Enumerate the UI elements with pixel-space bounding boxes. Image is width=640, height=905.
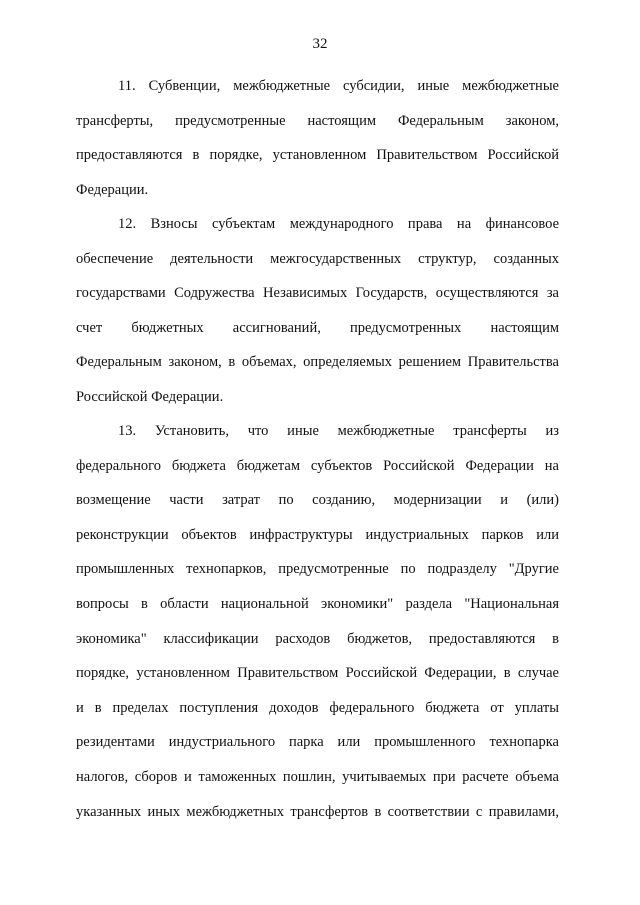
page-number: 32	[312, 36, 328, 52]
text-line: трансферты, предусмотренные настоящим Федеральным законом,	[76, 112, 559, 129]
text-line: указанных иных межбюджетных трансфертов в соответствии с правилами,	[76, 803, 559, 820]
text-line: 11. Субвенции, межбюджетные субсидии, иные межбюджетные	[118, 78, 559, 94]
text-line: возмещение части затрат по созданию, модернизации и (или)	[76, 492, 559, 509]
paragraph-12	[76, 207, 559, 415]
text-line: реконструкции объектов инфраструктуры индустриальных парков или	[76, 526, 559, 543]
text-line: счет бюджетных ассигнований, предусмотренных настоящим	[76, 319, 559, 336]
text-line: экономика" классификации расходов бюджетов, предоставляются в	[76, 630, 559, 647]
text-line: промышленных технопарков, предусмотренные по подразделу "Другие	[76, 561, 559, 578]
paragraph-13	[76, 414, 559, 829]
text-line: обеспечение деятельности межгосударственных структур, созданных	[76, 250, 559, 267]
text-line: вопросы в области национальной экономики" раздела "Национальная	[76, 595, 559, 612]
text-line: порядке, установленном Правительством Российской Федерации, в случае	[76, 665, 559, 682]
text-line: 12. Взносы субъектам международного права на финансовое	[118, 216, 559, 232]
text-line: Российской Федерации.	[76, 388, 224, 405]
text-line: и в пределах поступления доходов федерального бюджета от уплаты	[76, 699, 559, 716]
text-line: Федерации.	[76, 181, 149, 198]
text-line: налогов, сборов и таможенных пошлин, учитываемых при расчете объема	[76, 768, 559, 785]
paragraph-11	[76, 69, 559, 207]
text-line: государствами Содружества Независимых Государств, осуществляются за	[76, 285, 559, 302]
text-line: предоставляются в порядке, установленном Правительством Российской	[76, 147, 559, 164]
text-line: резидентами индустриального парка или промышленного технопарка	[76, 734, 559, 751]
text-line: федерального бюджета бюджетам субъектов Российской Федерации на	[76, 457, 559, 474]
text-line: 13. Установить, что иные межбюджетные трансферты из	[118, 423, 559, 439]
text-line: Федеральным законом, в объемах, определяемых решением Правительства	[76, 354, 559, 371]
